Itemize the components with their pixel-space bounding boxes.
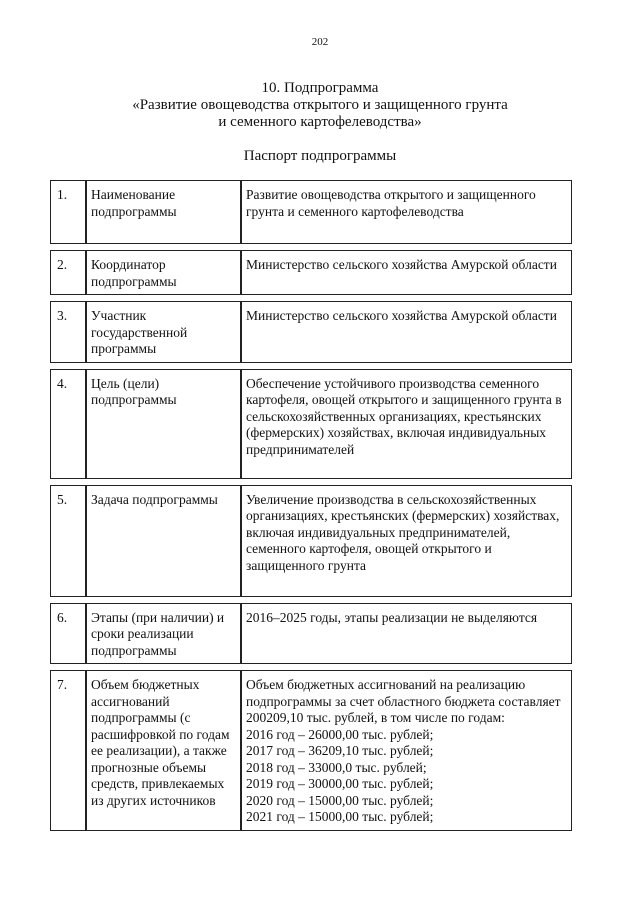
row-number: 6. — [50, 603, 86, 665]
table-row — [50, 301, 572, 363]
title-line-3: и семенного картофелеводства» — [218, 114, 422, 130]
row-label: Цель (цели) подпрограммы — [86, 369, 241, 479]
table-row — [50, 603, 572, 665]
title-line-1: 10. Подпрограмма — [261, 80, 379, 96]
row-value — [241, 301, 572, 363]
row-value — [241, 485, 572, 597]
table-row — [50, 180, 572, 244]
row-value — [241, 603, 572, 665]
row-value-line: 2020 год – 15000,00 тыс. рублей; — [246, 792, 434, 808]
table-row — [50, 250, 572, 295]
row-value-line: 2018 год – 33000,0 тыс. рублей; — [246, 759, 427, 775]
row-number: 3. — [50, 301, 86, 363]
row-value-line: Обеспечение устойчивого производства семенного картофеля, овощей открытого и защищенного грунта в сельскохозяйственных организациях, крестьянских (фермерских) хозяйствах, включая индивидуальных предпринимателей — [246, 375, 562, 457]
row-value-line: 2021 год – 15000,00 тыс. рублей; — [246, 809, 434, 824]
page-number: 202 — [311, 36, 329, 48]
row-label: Участник государственной программы — [86, 301, 241, 363]
row-label: Объем бюджетных ассигнований подпрограммы (с расшифровкой по годам ее реализации), а также прогнозные объемы средств, привлекаемых из других источников — [86, 670, 241, 831]
row-value — [241, 250, 572, 295]
document-subtitle: Паспорт подпрограммы — [243, 148, 397, 164]
table-row — [50, 670, 572, 831]
row-value-line: 2016 год – 26000,00 тыс. рублей; — [246, 726, 434, 742]
row-number: 2. — [50, 250, 86, 295]
row-number: 7. — [50, 670, 86, 831]
row-value — [241, 180, 572, 244]
document-title — [0, 80, 640, 131]
table-row — [50, 485, 572, 597]
row-number: 5. — [50, 485, 86, 597]
passport-table — [50, 180, 572, 831]
row-value-line: Развитие овощеводства открытого и защищенного грунта и семенного картофелеводства — [246, 187, 536, 219]
row-value-line: 2019 год – 30000,00 тыс. рублей; — [246, 776, 434, 791]
row-label: Наименование подпрограммы — [86, 180, 241, 244]
row-label: Этапы (при наличии) и сроки реализации подпрограммы — [86, 603, 241, 665]
row-number: 1. — [50, 180, 86, 244]
row-value-line: Увеличение производства в сельскохозяйственных организациях, крестьянских (фермерских) хозяйствах, включая индивидуальных предпринимателей, семенного картофеля, овощей открытого и защищенного грунта — [246, 491, 560, 573]
row-label: Координатор подпрограммы — [86, 250, 241, 295]
row-value — [241, 369, 572, 479]
row-value — [241, 670, 572, 831]
row-number: 4. — [50, 369, 86, 479]
table-row — [50, 369, 572, 479]
row-value-line: 2017 год – 36209,10 тыс. рублей; — [246, 743, 434, 758]
row-value-line: Министерство сельского хозяйства Амурской области — [246, 257, 557, 272]
row-value-line: Объем бюджетных ассигнований на реализацию подпрограммы за счет областного бюджета составляет 200209,10 тыс. рублей, в том числе по годам: — [246, 677, 561, 725]
row-label: Задача подпрограммы — [86, 485, 241, 597]
title-line-2: «Развитие овощеводства открытого и защищенного грунта — [132, 97, 508, 113]
row-value-line: Министерство сельского хозяйства Амурской области — [246, 308, 557, 323]
row-value-line: 2016–2025 годы, этапы реализации не выделяются — [246, 609, 538, 625]
